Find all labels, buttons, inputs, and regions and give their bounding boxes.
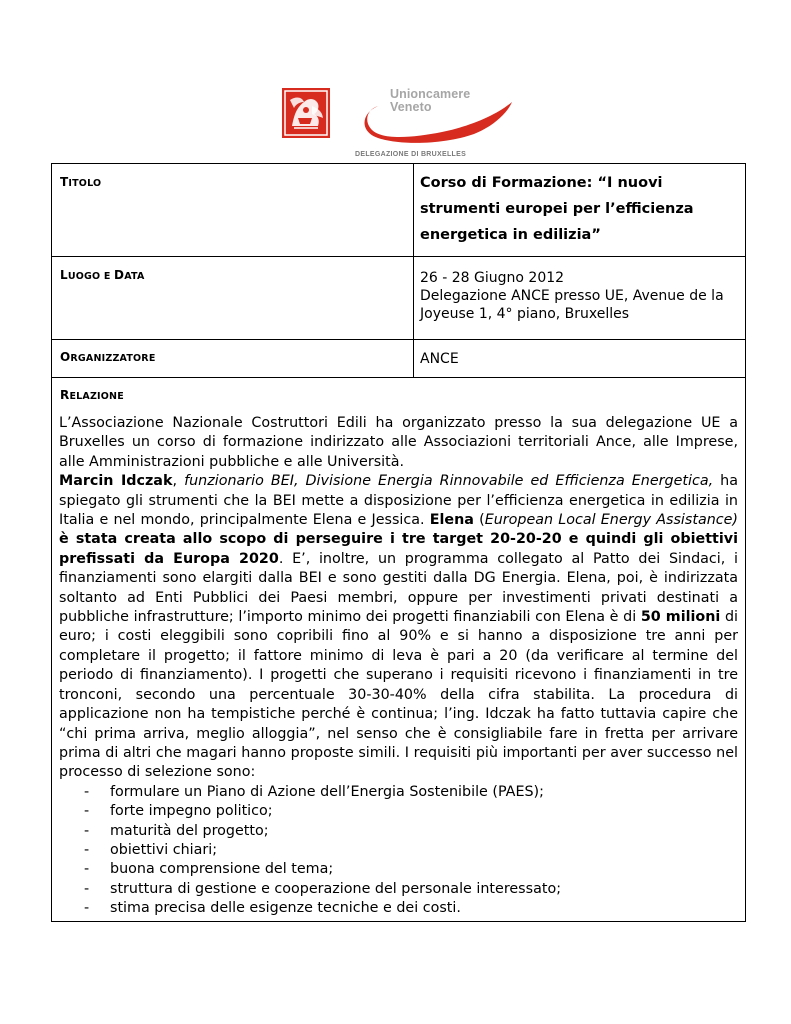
place-label-cell [52,257,414,340]
report-paragraph: Marcin Idczak, funzionario BEI, Divisione Energia Rinnovabile ed Efficienza Energetica, ha spiegato gli strumenti che la BEI mette a disposizione per l’efficienza energetica in edilizia in Italia e nel mondo, principalmente Elena e Jessica. Elena (European Local Energy Assistance) è stata creata allo scopo di perseguire i tre target 20-20-20 e quindi gli obiettivi prefissati da Europa 2020. E’, inoltre, un programma collegato al Patto dei Sindaci, i finanziamenti sono elargiti dalla BEI e sono gestiti dalla DG Energia. Elena, poi, è indirizzata soltanto ad Enti Pubblici dei Paesi membri, oppure per investimenti privati destinati a pubbliche infrastrutture; l’importo minimo dei progetti finanziabili con Elena è di 50 milioni di euro; i costi eleggibili sono copribili fino al 90% e si hanno a disposizione tre anni per completare il progetto; il fattore minimo di leva è pari a 20 (da verificare al termine del periodo di finanziamento). I progetti che superano i requisiti ricevono i finanziamenti in tre tronconi, secondo una percentuale 30-30-40% della cifra stabilita. La procedura di applicazione non ha tempistiche perché è continua; l’ing. Idczak ha fatto tuttavia capire che “chi prima arriva, meglio alloggia”, nel senso che è consigliabile fare in fretta per arrivare prima di altri che magari hanno proposte simili. I requisiti più importanti per aver successo nel processo di selezione sono: [59,473,739,781]
event-venue: Delegazione ANCE presso UE, Avenue de la Joyeuse 1, 4° piano, Bruxelles [420,288,724,322]
list-item: - maturità del progetto; [84,822,738,841]
event-info-table [51,163,746,922]
table-row [52,257,746,340]
list-item: - formulare un Piano di Azione dell’Energia Sostenibile (PAES); [84,783,738,802]
title-value-cell [414,164,746,257]
list-item: - stima precisa delle esigenze tecniche e dei costi. [84,899,738,918]
report-label: RELAZIONE [60,388,124,402]
lion-of-saint-mark-icon [282,88,330,138]
minimum-amount: 50 milioni [640,609,721,626]
organizer-label: ORGANIZZATORE [60,350,156,364]
requirements-list [59,783,738,919]
table-row [52,164,746,257]
delegation-caption: DELEGAZIONE DI BRUXELLES [355,151,467,158]
elena-goal: è stata creata allo scopo di perseguire i tre target 20-20-20 e quindi gli obiettivi prefissati da Europa 2020 [59,531,738,567]
speaker-name: Marcin Idczak [59,473,173,490]
place-date-label: LUOGO E DATA [60,268,145,282]
course-title: Corso di Formazione: “I nuovi strumenti europei per l’efficienza energetica in edilizia” [420,175,694,243]
table-row [52,340,746,378]
place-date-value [414,257,745,339]
organizer-value-cell [414,340,746,378]
speaker-role: funzionario BEI, Divisione Energia Rinnovabile ed Efficienza Energetica, [184,473,714,490]
report-cell [52,378,746,922]
brand-mark [362,88,522,144]
list-item: - obiettivi chiari; [84,841,738,860]
event-dates: 26 - 28 Giugno 2012 [420,270,565,286]
elena-full-name: European Local Energy Assistance) [484,512,739,529]
report-intro: L’Associazione Nazionale Costruttori Edili ha organizzato presso la sua delegazione UE a Bruxelles un corso di formazione indirizzato alle Associazioni territoriali Ance, alle Imprese, alle Amministrazioni pubbliche e alle Università. [59,415,738,470]
list-item: - buona comprensione del tema; [84,860,738,879]
title-label: TITOLO [60,175,102,189]
brand-name-line2: Veneto [390,100,432,114]
header-logo [280,88,520,160]
organizer-value: ANCE [420,351,459,367]
brand-name [390,88,470,114]
place-value-cell [414,257,746,340]
title-label-cell [52,164,414,257]
elena-term: Elena [429,512,474,529]
report-body [52,402,745,921]
list-item: - forte impegno politico; [84,802,738,821]
table-row [52,378,746,922]
list-item: - struttura di gestione e cooperazione del personale interessato; [84,880,738,899]
brand-name-line1: Unioncamere [390,87,471,101]
organizer-label-cell [52,340,414,378]
